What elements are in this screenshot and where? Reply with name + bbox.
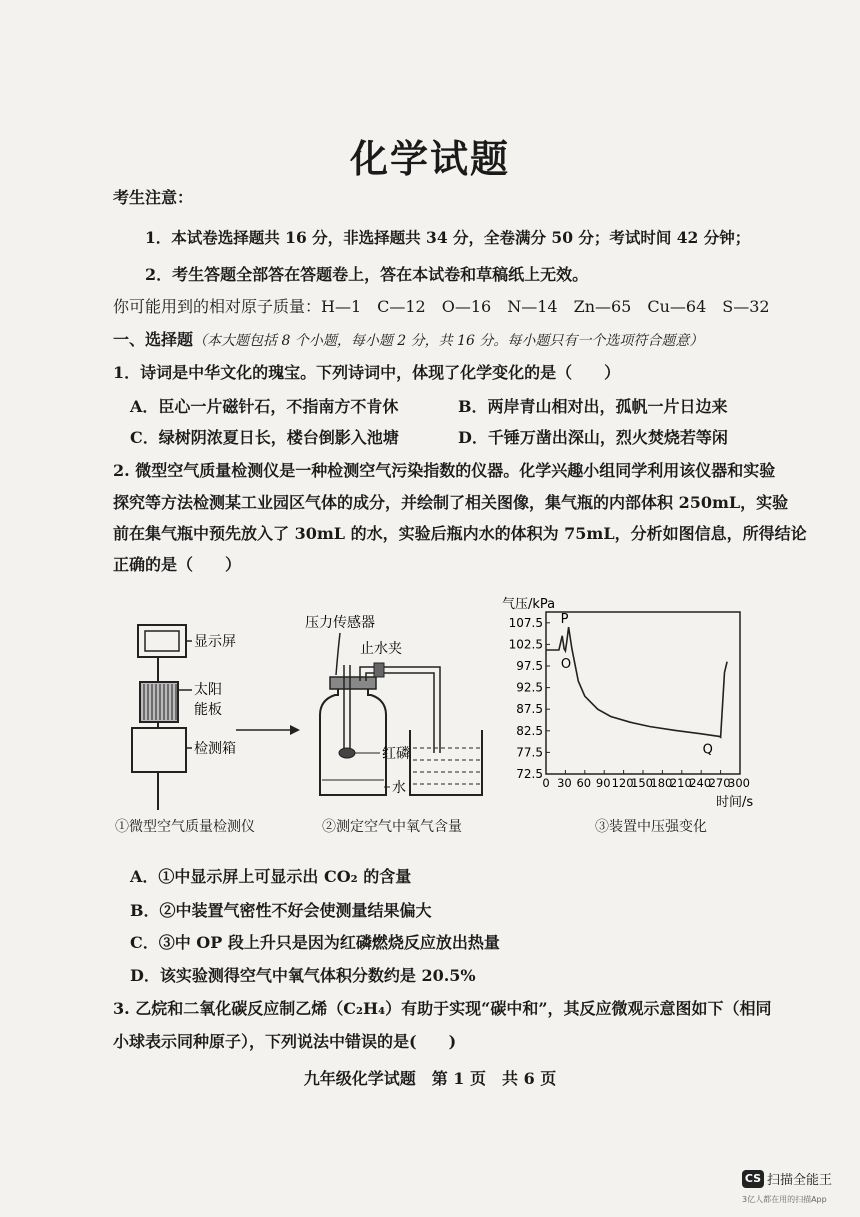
- q2-stem-line-2: 探究等方法检测某工业园区气体的成分，并绘制了相关图像，集气瓶的内部体积 250mL，实验: [113, 493, 789, 512]
- chart-x-tick-label: 90: [595, 776, 611, 790]
- label-detection-box: 检测箱: [194, 741, 236, 757]
- q2-option-d: D．该实验测得空气中氧气体积分数约是 20.5%: [130, 966, 476, 985]
- chart-y-tick-label: 97.5: [516, 659, 543, 673]
- label-display: 显示屏: [194, 634, 236, 650]
- label-water-clamp: 止水夹: [360, 641, 402, 657]
- chart-y-tick-label: 77.5: [516, 745, 543, 760]
- page-title: 化学试题: [349, 137, 510, 181]
- section-1-heading: 一、选择题: [113, 330, 194, 349]
- q2-option-c: C．③中 OP 段上升只是因为红磷燃烧反应放出热量: [130, 933, 500, 952]
- q2-stem-line-4: 正确的是（ ）: [113, 555, 242, 574]
- pressure-chart: [498, 594, 768, 824]
- notice-item-1: 1．本试卷选择题共 16 分，非选择题共 34 分，全卷满分 50 分；考试时间 42 分钟；: [145, 228, 751, 247]
- chart-x-label: 时间/s: [716, 795, 754, 810]
- chart-x-tick-label: 210: [669, 776, 692, 790]
- q2-option-a: A．①中显示屏上可显示出 CO₂ 的含量: [130, 867, 412, 886]
- chart-x-tick-label: 30: [557, 776, 572, 790]
- chart-y-tick-label: 87.5: [516, 702, 543, 717]
- label-water: 水: [392, 780, 406, 796]
- q1-option-a: A．臣心一片磁针石，不指南方不肯休: [130, 397, 399, 416]
- q3-stem-line-2: 小球表示同种原子），下列说法中错误的是( ): [113, 1032, 457, 1051]
- notice-heading: 考生注意：: [113, 188, 194, 207]
- chart-x-tick-label: 60: [576, 776, 592, 790]
- beaker-shape: [410, 730, 482, 795]
- chart-y-label: 气压/kPa: [502, 597, 556, 612]
- chart-y-tick-label: 107.5: [508, 615, 543, 630]
- scanner-slogan: 3亿人都在用的扫描App: [742, 1195, 827, 1204]
- q1-option-b: B．两岸青山相对出，孤帆一片日边来: [458, 397, 728, 416]
- figure-oxygen-apparatus: [300, 605, 500, 810]
- chart-x-tick-label: 120: [611, 776, 634, 790]
- q2-stem-line-1: 2. 微型空气质量检测仪是一种检测空气污染指数的仪器。化学兴趣小组同学利用该仪器和实验: [113, 461, 776, 480]
- q1-stem: 1．诗词是中华文化的瑰宝。下列诗词中，体现了化学变化的是（ ）: [113, 363, 621, 382]
- caption-figure-3: ③装置中压强变化: [595, 819, 707, 835]
- chart-y-tick-label: 82.5: [516, 723, 543, 738]
- q2-stem-line-3: 前在集气瓶中预先放入了 30mL 的水，实验后瓶内水的体积为 75mL，分析如图信息，所得结论: [113, 524, 807, 543]
- red-phosphorus-spoon: [339, 748, 355, 758]
- chart-x-tick-label: 180: [650, 776, 673, 790]
- section-1-note: （本大题包括 8 个小题，每小题 2 分，共 16 分。每小题只有一个选项符合题意）: [193, 333, 704, 349]
- chart-point-label-p: P: [560, 612, 569, 628]
- chart-x-tick-label: 300: [728, 776, 750, 790]
- notice-item-2: 2．考生答题全部答在答题卷上，答在本试卷和草稿纸上无效。: [145, 265, 589, 284]
- caption-figure-2: ②测定空气中氧气含量: [322, 819, 462, 835]
- label-pressure-sensor: 压力传感器: [305, 615, 375, 631]
- chart-x-tick-label: 270: [708, 776, 731, 790]
- section-1-title: [113, 327, 703, 350]
- cs-badge-icon: CS: [742, 1170, 764, 1188]
- q1-option-c: C．绿树阴浓夏日长，楼台倒影入池塘: [130, 428, 399, 447]
- chart-point-label-o: O: [560, 657, 572, 673]
- q3-stem-line-1: 3. 乙烷和二氧化碳反应制乙烯（C₂H₄）有助于实现“碳中和”，其反应微观示意图如下（相同: [113, 999, 772, 1018]
- q1-option-d: D．千锤万凿出深山，烈火焚烧若等闲: [458, 428, 728, 447]
- label-solar-1: 太阳: [194, 682, 222, 698]
- stopper-shape: [330, 677, 376, 689]
- chart-y-tick-label: 72.5: [516, 767, 543, 781]
- chart-y-tick-label: 102.5: [508, 637, 543, 652]
- detection-box-shape: [132, 728, 186, 772]
- atomic-masses: 你可能用到的相对原子质量：H—1 C—12 O—16 N—14 Zn—65 Cu—64 S—32: [113, 297, 770, 316]
- label-solar-2: 能板: [194, 702, 222, 718]
- chart-x-tick-label: 150: [631, 776, 653, 790]
- q2-option-b: B．②中装置气密性不好会使测量结果偏大: [130, 901, 432, 920]
- chart-y-tick-label: 92.5: [516, 680, 543, 695]
- chart-series-line: [546, 627, 727, 737]
- gas-bottle-shape: [320, 685, 386, 795]
- scanner-logo: [742, 1168, 832, 1188]
- clamp-shape: [374, 663, 384, 677]
- chart-x-tick-label: 0: [542, 776, 550, 790]
- caption-figure-1: ①微型空气质量检测仪: [115, 819, 255, 835]
- label-red-phosphorus: 红磷: [382, 746, 410, 762]
- page-footer: 九年级化学试题 第 1 页 共 6 页: [303, 1069, 557, 1088]
- chart-point-label-q: Q: [702, 742, 713, 758]
- chart-x-tick-label: 240: [689, 776, 712, 790]
- arrow-icon: [232, 720, 302, 740]
- scanner-name: 扫描全能王: [767, 1173, 833, 1188]
- figure-air-detector: [110, 610, 310, 810]
